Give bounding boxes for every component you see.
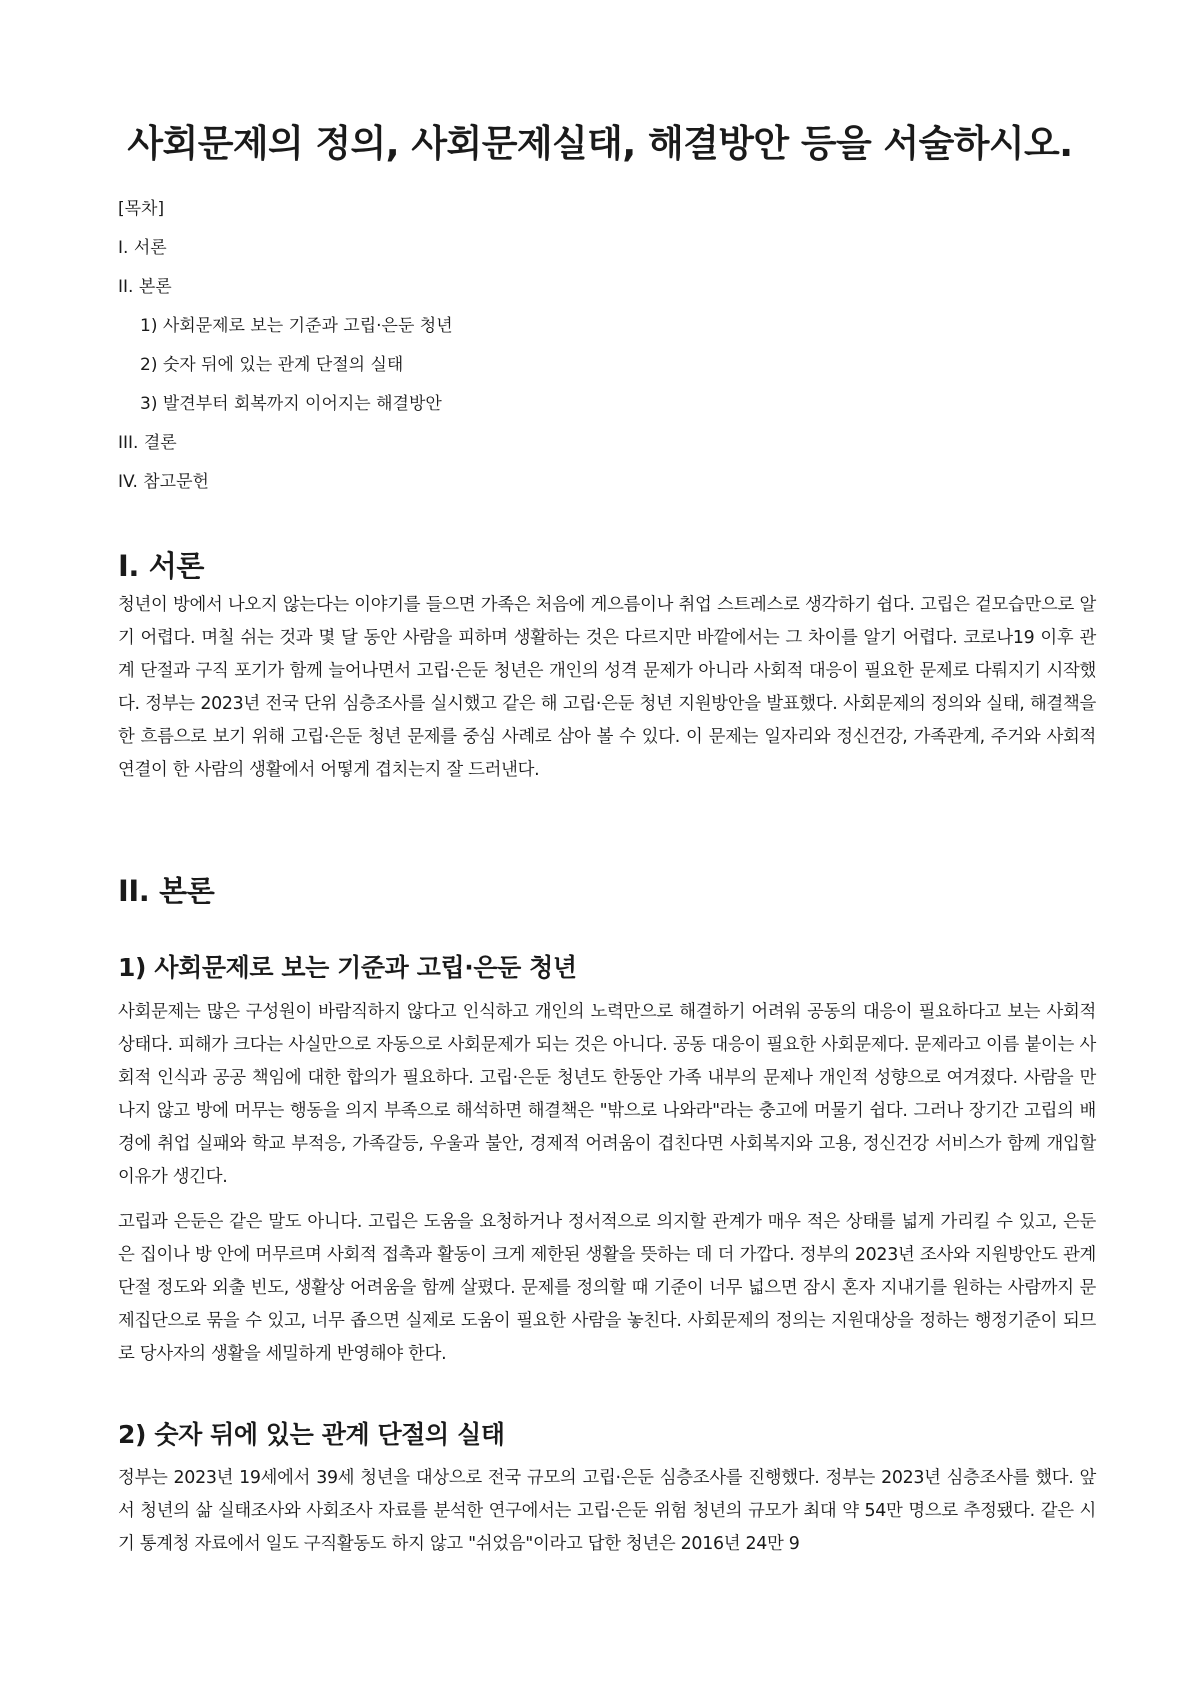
subsection-heading-definition: 1) 사회문제로 보는 기준과 고립·은둔 청년 [118, 953, 577, 982]
document-title: 사회문제의 정의, 사회문제실태, 해결방안 등을 서술하시오. [127, 122, 1073, 165]
definition-paragraph-2: 고립과 은둔은 같은 말도 아니다. 고립은 도움을 요청하거나 정서적으로 의지할 관계가 매우 적은 상태를 넓게 가리킬 수 있고, 은둔은 집이나 방 안에 머무르며 사회적 접촉과 활동이 크게 제한된 생활을 뜻하는 데 더 가깝다. 정부의 2023년 조사와 지원방안도 관계 단절 정도와 외출 빈도, 생활상 어려움을 함께 살폈다. 문제를 정의할 때 기준이 너무 넓으면 잠시 혼자 지내기를 원하는 사람까지 문제집단으로 묶을 수 있고, 너무 좁으면 실제로 도움이 필요한 사람을 놓친다. 사회문제의 정의는 지원대상을 정하는 행정기준이 되므로 당사자의 생활을 세밀하게 반영해야 한다. [118, 1212, 1096, 1364]
table-of-contents [118, 190, 1078, 502]
introduction-paragraph: 청년이 방에서 나오지 않는다는 이야기를 들으면 가족은 처음에 게으름이나 취업 스트레스로 생각하기 쉽다. 고립은 겉모습만으로 알기 어렵다. 며칠 쉬는 것과 몇 달 동안 사람을 피하며 생활하는 것은 다르지만 바깥에서는 그 차이를 알기 어렵다. 코로나19 이후 관계 단절과 구직 포기가 함께 늘어나면서 고립·은둔 청년은 개인의 성격 문제가 아니라 사회적 대응이 필요한 문제로 다뤄지기 시작했다. 정부는 2023년 전국 단위 심층조사를 실시했고 같은 해 고립·은둔 청년 지원방안을 발표했다. 사회문제의 정의와 실태, 해결책을 한 흐름으로 보기 위해 고립·은둔 청년 문제를 중심 사례로 삼아 볼 수 있다. 이 문제는 일자리와 정신건강, 가족관계, 주거와 사회적 연결이 한 사람의 생활에서 어떻게 겹치는지 잘 드러낸다. [118, 595, 1096, 780]
toc-item-introduction: I. 서론 [118, 238, 167, 258]
subsection-heading-reality: 2) 숫자 뒤에 있는 관계 단절의 실태 [118, 1420, 505, 1449]
section-heading-introduction: I. 서론 [118, 549, 204, 583]
toc-item-conclusion: III. 결론 [118, 433, 177, 453]
toc-heading: [목차] [118, 199, 165, 219]
reality-paragraph-1: 정부는 2023년 19세에서 39세 청년을 대상으로 전국 규모의 고립·은둔 심층조사를 진행했다. 정부는 2023년 심층조사를 했다. 앞서 청년의 삶 실태조사와 사회조사 자료를 분석한 연구에서는 고립·은둔 위험 청년의 규모가 최대 약 54만 명으로 추정됐다. 같은 시기 통계청 자료에서 일도 구직활동도 하지 않고 "쉬었음"이라고 답한 청년은 2016년 24만 9 [118, 1468, 1096, 1554]
toc-item-references: IV. 참고문헌 [118, 472, 209, 492]
section-heading-body: II. 본론 [118, 874, 215, 908]
definition-paragraph-1: 사회문제는 많은 구성원이 바람직하지 않다고 인식하고 개인의 노력만으로 해결하기 어려워 공동의 대응이 필요하다고 보는 사회적 상태다. 피해가 크다는 사실만으로 자동으로 사회문제가 되는 것은 아니다. 공동 대응이 필요한 사회문제다. 문제라고 이름 붙이는 사회적 인식과 공공 책임에 대한 합의가 필요하다. 고립·은둔 청년도 한동안 가족 내부의 문제나 개인적 성향으로 여겨졌다. 사람을 만나지 않고 방에 머무는 행동을 의지 부족으로 해석하면 해결책은 "밖으로 나와라"라는 충고에 머물기 쉽다. 그러나 장기간 고립의 배경에 취업 실패와 학교 부적응, 가족갈등, 우울과 불안, 경제적 어려움이 겹친다면 사회복지와 고용, 정신건강 서비스가 함께 개입할 이유가 생긴다. [118, 1002, 1096, 1187]
toc-item-body-2: 2) 숫자 뒤에 있는 관계 단절의 실태 [140, 355, 404, 375]
toc-item-body: II. 본론 [118, 277, 172, 297]
toc-item-body-3: 3) 발견부터 회복까지 이어지는 해결방안 [140, 394, 442, 414]
toc-item-body-1: 1) 사회문제로 보는 기준과 고립·은둔 청년 [140, 316, 453, 336]
